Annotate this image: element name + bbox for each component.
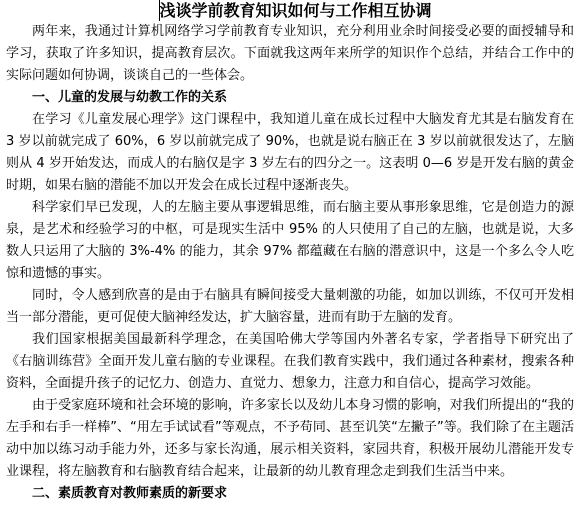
paragraph-right-brain-development: 在学习《儿童发展心理学》这门课程中，我知道儿童在成长过程中大脑发育尤其是右脑发育在 3 岁以前就完成了 60%，6 岁以前就完成了 90%，也就是说右脑正在 3 岁以前就很发达了，左脑则从 4 岁开始发达，而成人的右脑仅是字 3 岁左右的四分之一。这表明 0—6 岁是开发右脑的黄金时期，如果右脑的潜能不加以开发会在成长过程中逐渐丧失。 — [6, 112, 574, 193]
document-title: 浅谈学前教育知识如何与工作相互协调 — [159, 1, 432, 20]
section-heading-1: 一、儿童的发展与幼教工作的关系 — [32, 90, 228, 105]
paragraph-left-right-brain-functions: 科学家们早已发现，人的左脑主要从事逻辑思维，而右脑主要从事形象思维，它是创造力的源泉，是艺术和经验学习的中枢，可是现实生活中 95% 的人只使用了自己的左脑，也就是说，大多数人只运用了大脑的 3%-4% 的能力，其余 97% 都蕴藏在右脑的潜意识中，这是一个多么令人吃惊和遗憾的事实。 — [6, 200, 574, 281]
paragraph-family-environment: 由于受家庭环境和社会环境的影响，许多家长以及幼儿本身习惯的影响，对我们所提出的“我的左手和右手一样棒”、“用左手试试看”等观点，不予苟同、甚至讥笑“左撇子”等。我们除了在主题活动中加以练习动手能力外，还多与家长沟通，展示相关资料，家园共育，积极开展幼儿潜能开发专业课程，将左脑教育和右脑教育结合起来，让最新的幼儿教育理念走到我们生活当中来。 — [6, 398, 574, 479]
section-heading-2: 二、素质教育对教师素质的新要求 — [32, 486, 228, 501]
paragraph-right-brain-training: 同时，令人感到欣喜的是由于右脑具有瞬间接受大量刺激的功能，如加以训练，不仅可开发相当一部分潜能，更可促使大脑神经发达，扩大脑容量，进而有助于左脑的发育。 — [6, 288, 574, 325]
intro-paragraph: 两年来，我通过计算机网络学习学前教育专业知识，充分利用业余时间接受必要的面授辅导和学习，获取了许多知识，提高教育层次。下面就我这两年来所学的知识作个总结，并结合工作中的实际问题如何协调，谈谈自己的一些体会。 — [6, 24, 574, 83]
paragraph-right-brain-course: 我们国家根据美国最新科学理念，在美国哈佛大学等国内外著名专家，学者指导下研究出了《右脑训练营》全面开发儿童右脑的专业课程。在我们教育实践中，我们通过各种素材，搜索各种资料，全面提升孩子的记忆力、创造力、直觉力、想象力，注意力和自信心，提高学习效能。 — [6, 332, 574, 391]
